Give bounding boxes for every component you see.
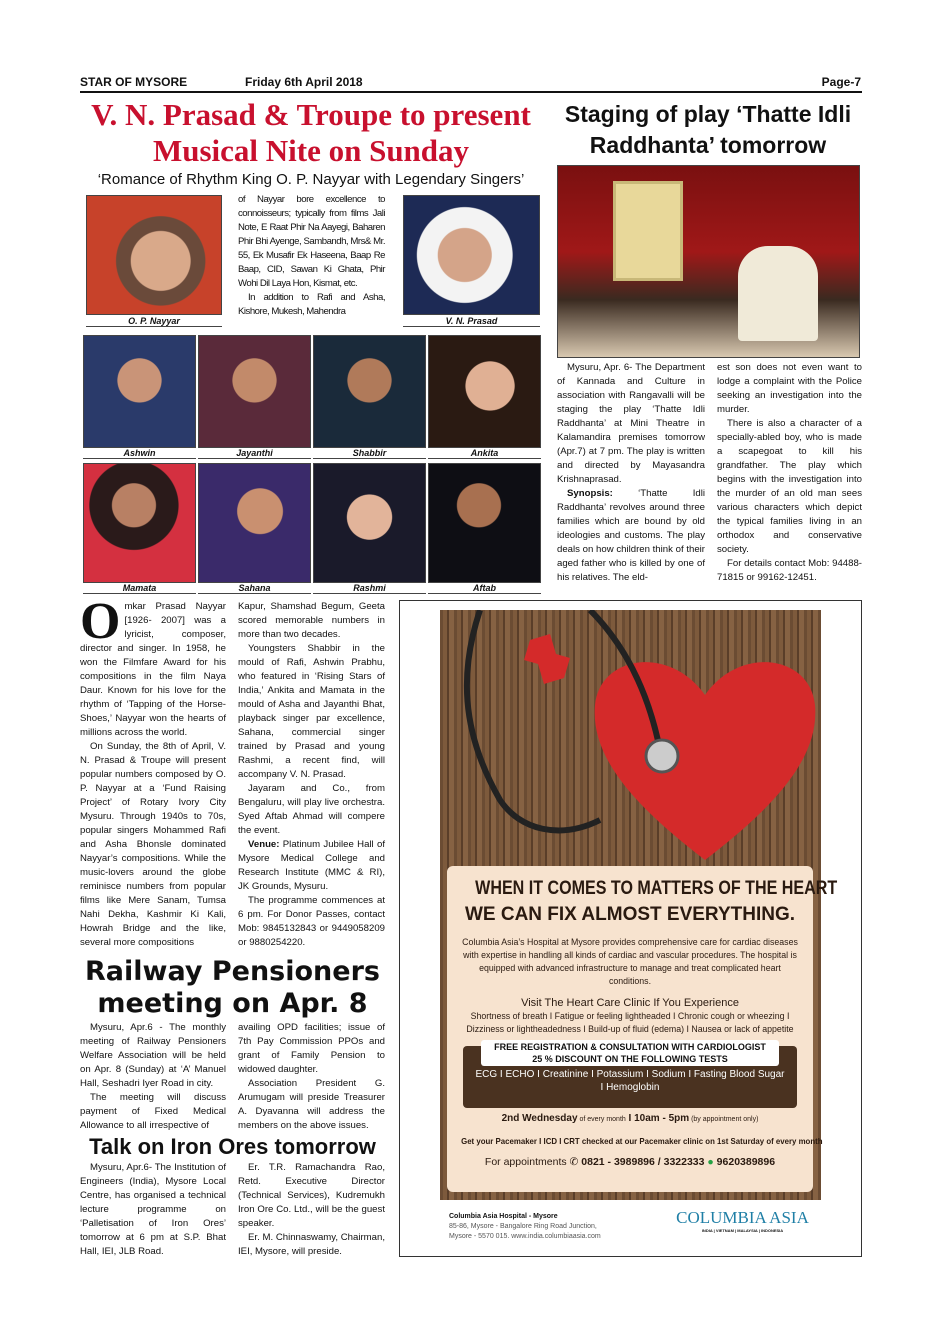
caption-ashwin: Ashwin — [83, 448, 196, 459]
singers-row-2 — [83, 463, 542, 594]
music-column-1: Omkar Prasad Nayyar [1926- 2007] was a lyricist, composer, director and singer. In 1958, he won the Filmfare Award for his compositions in the film Naya Daur. Known for his love for the rhythm of ‘Tapping of the Horse-Shoes,’ Nayyar won the hearts of millions across the world. On Sunday, the 8th of April, V. N. Prasad & Troupe will present popular numbers composed by O. P. Nayyar at a ‘Fund Raising Project’ of Rotary Ivory City Mysuru. Through 1940s to 70s, popular singers Mohammed Rafi and Asha Bhonsle dominated Nayyar’s compositions. While the music-lovers around the globe reminisce numbers from popular films like Mere Sanam, Tumsa Nahi Dekha, Kashmir Ki Kali, Howrah Bridge and the like, several more compositions — [80, 593, 226, 948]
caption-ankita: Ankita — [428, 448, 541, 459]
phone-icon: ✆ — [569, 1156, 579, 1168]
puzzle-piece-icon — [524, 634, 570, 684]
photo-ashwin — [83, 335, 196, 448]
ad-address: Columbia Asia Hospital - Mysore 85-86, Mysore - Bangalore Ring Road Junction, Mysore - 5570 015. www.india.columbiaasia.com — [449, 1213, 601, 1240]
caption-mamata: Mamata — [83, 583, 196, 594]
caption-op-nayyar: O. P. Nayyar — [86, 316, 222, 327]
ad-intro: Columbia Asia’s Hospital at Mysore provides comprehensive care for cardiac diseases with expertise in handling all kinds of cardiac and vascular procedures. The hospital is equipped with advanced infrastructure to manage and treat complicated heart conditions. — [462, 937, 798, 986]
iron-column-2: Er. T.R. Ramachandra Rao, Retd. Executive Director (Technical Services), Kudremukh Iron Ore Co. Ltd., will be the guest speaker. Er. M. Chinnaswamy, Chairman, IEI, Mysore, will preside. — [238, 1162, 385, 1257]
ad-schedule: 2nd Wednesday of every month I 10am - 5pm (by appointment only) — [501, 1113, 759, 1124]
play-column-2: est son does not even want to lodge a complaint with the Police seeking an investigation into the murder. There is also a character of a specially-abled boy, who is made a scapegoat to kill his grandfather. The play which begins with the investigation into the murder of an old man sees various characters which depict the typical families living in an orthodox and conservative society. For details contact Mob: 94488-71815 or 99162-12451. — [717, 362, 862, 583]
music-subhead: ‘Romance of Rhythm King O. P. Nayyar with Legendary Singers’ — [97, 171, 525, 188]
play-headline-line-1: Staging of play ‘Thatte Idli — [564, 101, 852, 127]
caption-jayanthi: Jayanthi — [198, 448, 311, 459]
photo-ankita — [428, 335, 541, 448]
photo-op-nayyar — [86, 195, 222, 315]
photo-vn-prasad — [403, 195, 540, 315]
caption-aftab: Aftab — [428, 583, 541, 594]
caption-sahana: Sahana — [198, 583, 311, 594]
music-headline-line-2: Musical Nite on Sunday — [152, 133, 470, 168]
iron-headline-text: Talk on Iron Ores tomorrow — [89, 1134, 376, 1159]
railway-headline-line-1: Railway Pensioners — [85, 956, 380, 987]
play-column-1: Mysuru, Apr. 6- The Department of Kannada and Culture in association with Rangavalli will be staging the play ‘Thatte Idli Raddhanta’ at Mini Theatre in Kalamandira premises tomorrow (Apr.7) at 7 pm. The play is written and directed by Mayasandra Krishnaprasad. Synopsis: ‘Thatte Idli Raddhanta’ revolves around three families which are bound by old ideologies and customs. The play deals on how children think of their aged father who is killed by one of his relatives. The eld- — [557, 362, 705, 583]
iron-column-1: Mysuru, Apr.6- The Institution of Engineers (India), Mysore Local Centre, has organised a technical lecture programme on ‘Palletisation of Iron Ores’ tomorrow at 6 pm at S.P. Bhat Hall, IEI, JLB Road. — [80, 1162, 226, 1257]
masthead-rule — [80, 91, 862, 93]
singers-row-1 — [83, 335, 542, 459]
photo-sahana — [198, 463, 311, 583]
ad-tests-band — [463, 1042, 797, 1108]
columbia-asia-logo: COLUMBIA ASIA INDIA | VIETNAM | MALAYSIA | INDONESIA — [676, 1208, 809, 1233]
iron-headline — [80, 1134, 385, 1160]
railway-headline-line-2: meeting on Apr. 8 — [97, 988, 368, 1019]
ad-offer-box: FREE REGISTRATION & CONSULTATION WITH CARDIOLOGIST 25 % DISCOUNT ON THE FOLLOWING TESTS — [481, 1040, 779, 1066]
photo-shabbir — [313, 335, 426, 448]
paper-name: STAR OF MYSORE — [80, 75, 188, 89]
ad-pacemaker: Get your Pacemaker I ICD I CRT checked at our Pacemaker clinic on 1st Saturday of every month — [461, 1136, 823, 1146]
music-headline — [80, 97, 542, 169]
music-top-column: of Nayyar bore excellence to connoisseurs; typically from films Jali Note, E Raat Phir Na Aayegi, Baharen Phir Bhi Ayenge, Sambandh, Mrs& Mr. 55, Ek Musafir Ek Haseena, Baap Re Baap, CID, Sawan Ki Ghata, Phir Wohi Dil Laya Hon, Kismat, etc. In addition to Rafi and Asha, Kishore, Mukesh, Mahendra — [238, 194, 385, 317]
caption-vn-prasad: V. N. Prasad — [403, 316, 540, 327]
railway-headline — [80, 956, 385, 1020]
ad-tests: ECG I ECHO I Creatinine I Potassium I Sodium I Fasting Blood Sugar I Hemoglobin — [475, 1069, 785, 1093]
ad-appointments: For appointments ✆ 0821 - 3989896 / 3322333 ● 9620389896 — [484, 1156, 776, 1168]
ad-visit: Visit The Heart Care Clinic If You Experience — [521, 997, 739, 1009]
ad-panel — [447, 866, 838, 1192]
photo-rashmi — [313, 463, 426, 583]
photo-play-scene — [557, 165, 860, 358]
ad-headline: WHEN IT COMES TO MATTERS OF THE HEART WE CAN FIX ALMOST EVERYTHING. — [464, 878, 838, 925]
whatsapp-icon: ● — [707, 1156, 714, 1168]
heart-icon — [595, 662, 816, 860]
photo-mamata — [83, 463, 196, 583]
drop-cap: O — [80, 593, 121, 650]
play-headline-line-2: Raddhanta’ tomorrow — [589, 132, 827, 158]
heart-stethoscope-illustration — [440, 610, 821, 864]
caption-shabbir: Shabbir — [313, 448, 426, 459]
play-headline — [553, 99, 863, 161]
issue-date: Friday 6th April 2018 — [245, 75, 363, 89]
ad-symptoms: Shortness of breath I Fatigue or feeling lightheaded I Chronic cough or wheezing I Dizziness or lightheadedness I Build-up of fluid (edema) I Nausea or lack of appetite — [466, 1011, 794, 1034]
photo-jayanthi — [198, 335, 311, 448]
page-number: Page-7 — [821, 75, 861, 89]
music-column-2: Kapur, Shamshad Begum, Geeta scored memorable numbers in more than two decades. Youngsters Shabbir in the mould of Rafi, Ashwin Prabhu, who featured in ‘Rising Stars of India,’ Ankita and Mamata in the mould of Asha and Jayanthi Bhat, playback singer par excellence, Sahana, commercial singer trained by Prasad and young Rashmi, a recent find, will accompany V. N. Prasad. Jayaram and Co., from Bengaluru, will play live orchestra. Syed Aftab Ahmad will compere the event. Venue: Platinum Jubilee Hall of Mysore Medical College and Research Institute (MMC & RI), JK Grounds, Mysuru. The programme commences at 6 pm. For Donor Passes, contact Mob: 9845132843 or 9449058209 or 9880254220. — [238, 601, 385, 948]
railway-column-1: Mysuru, Apr.6 - The monthly meeting of Railway Pensioners Welfare Association will be held on Apr. 8 (Sunday) at ‘A’ Manuel Hall, Seshadri Iyer Road in city. The meeting will discuss payment of Fixed Medical Allowance to all irrespective of — [80, 1022, 226, 1131]
railway-column-2: availing OPD facilities; issue of 7th Pay Commission PPOs and grant of Family Pension to widowed daughter. Association President G. Arumugam will preside Treasurer A. Dyavanna will address the members on the above issues. — [238, 1022, 385, 1131]
photo-aftab — [428, 463, 541, 583]
music-headline-line-1: V. N. Prasad & Troupe to present — [91, 97, 531, 132]
caption-rashmi: Rashmi — [313, 583, 426, 594]
